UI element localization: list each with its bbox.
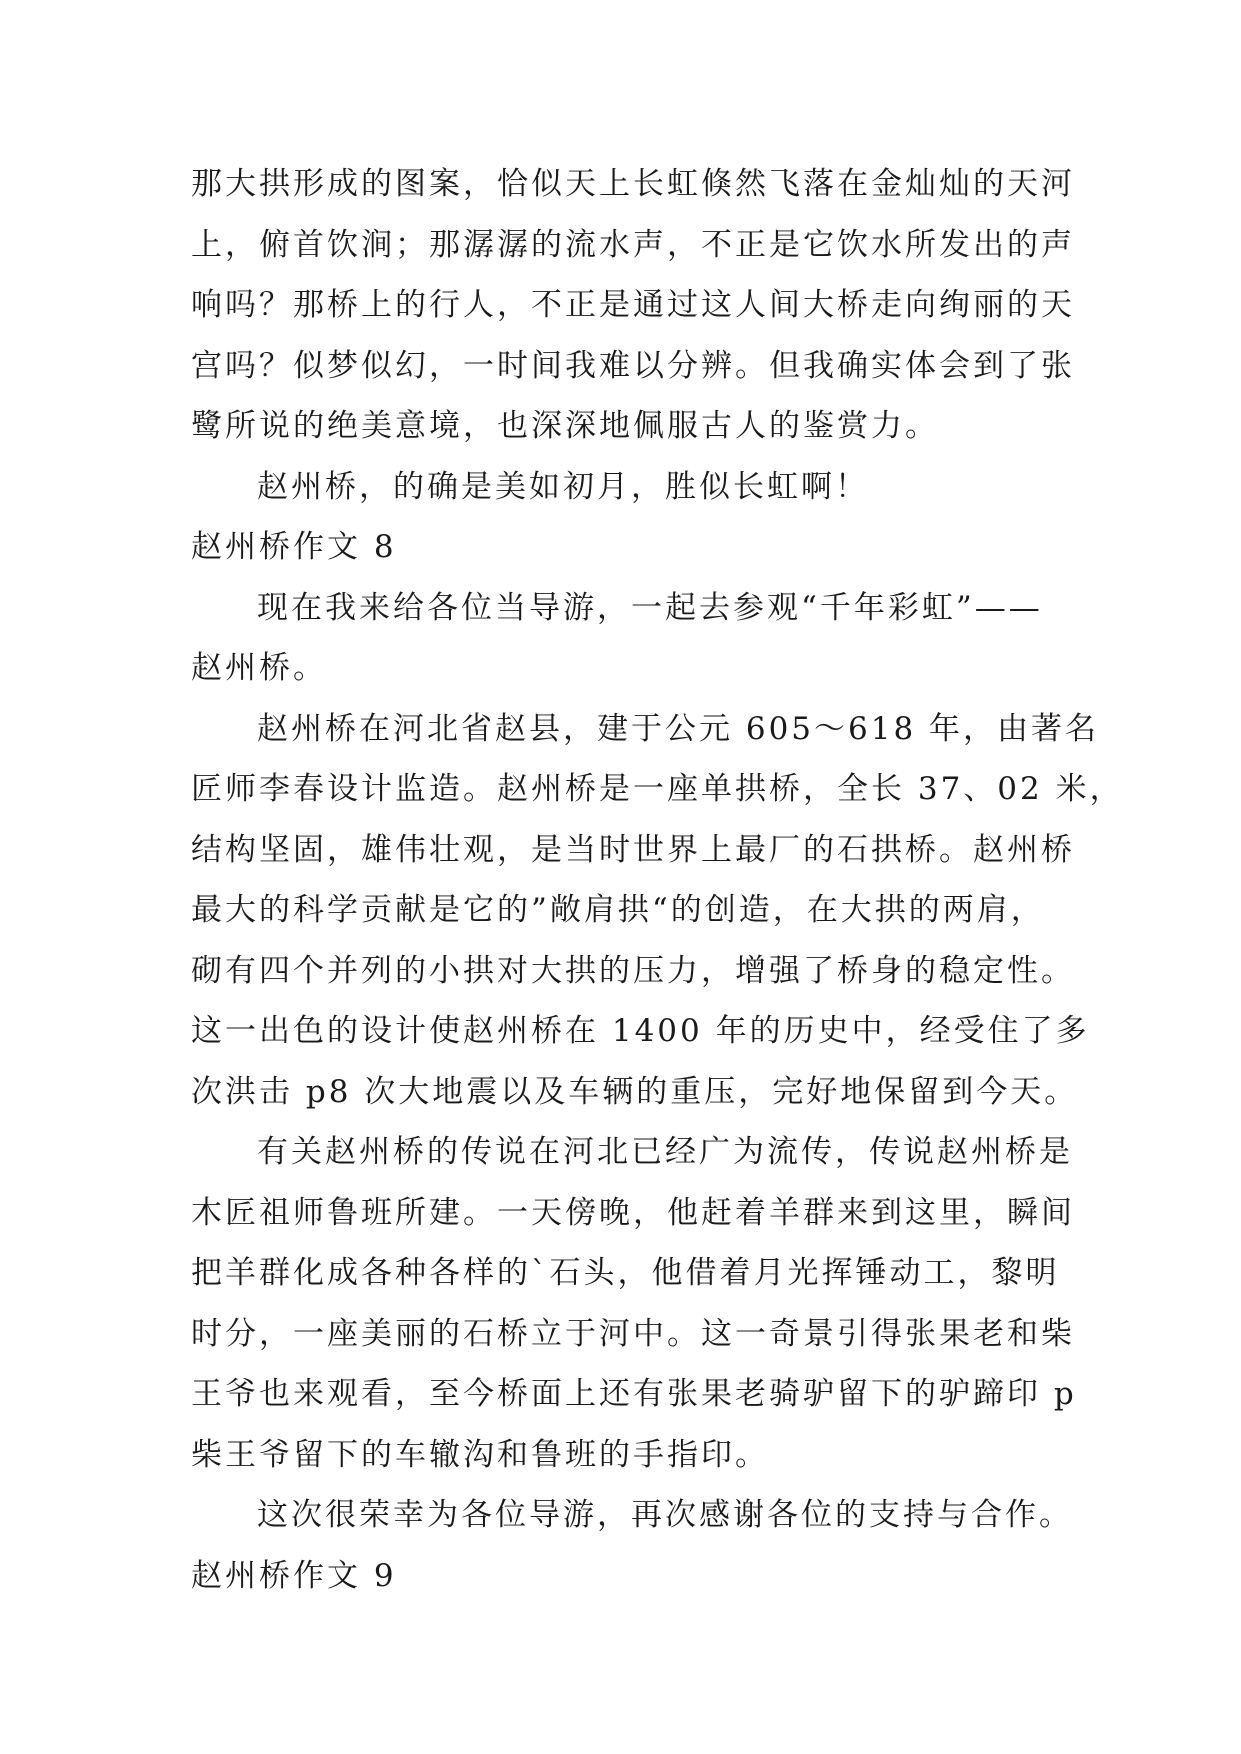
text-line: 匠师李春设计监造。赵州桥是一座单拱桥，全长 37、02 米， bbox=[191, 771, 1124, 807]
section-heading: 赵州桥作文 9 bbox=[191, 1557, 397, 1594]
text-line: 赵州桥在河北省赵县，建于公元 605～618 年，由著名 bbox=[257, 710, 1100, 747]
text-line: 时分，一座美丽的石桥立于河中。这一奇景引得张果老和柴 bbox=[191, 1315, 1075, 1352]
text-line: 宫吗？似梦似幻，一时间我难以分辨。但我确实体会到了张 bbox=[191, 347, 1075, 384]
text-line: 最大的科学贡献是它的”敞肩拱“的创造，在大拱的两肩， bbox=[191, 892, 1045, 928]
text-line: 赵州桥。 bbox=[191, 650, 327, 686]
text-line: 把羊群化成各种各样的`石头，他借着月光挥锤动工，黎明 bbox=[191, 1255, 1060, 1291]
text-line: 响吗？那桥上的行人，不正是通过这人间大桥走向绚丽的天 bbox=[191, 287, 1075, 323]
text-line: 木匠祖师鲁班所建。一天傍晚，他赶着羊群来到这里，瞬间 bbox=[191, 1194, 1075, 1231]
text-line: 次洪击 p8 次大地震以及车辆的重压，完好地保留到今天。 bbox=[191, 1073, 1079, 1110]
text-line: 王爷也来观看，至今桥面上还有张果老骑驴留下的驴蹄印 p bbox=[191, 1376, 1077, 1412]
text-line: 现在我来给各位当导游，一起去参观“千年彩虹”—— bbox=[257, 589, 1043, 626]
text-line: 砌有四个并列的小拱对大拱的压力，增强了桥身的稳定性。 bbox=[191, 952, 1075, 989]
text-line: 结构坚固，雄伟壮观，是当时世界上最厂的石拱桥。赵州桥 bbox=[191, 831, 1075, 868]
section-heading: 赵州桥作文 8 bbox=[191, 529, 397, 565]
text-line: 赵州桥，的确是美如初月，胜似长虹啊！ bbox=[257, 468, 869, 505]
text-line: 那大拱形成的图案，恰似天上长虹倏然飞落在金灿灿的天河 bbox=[191, 166, 1075, 202]
text-line: 这次很荣幸为各位导游，再次感谢各位的支持与合作。 bbox=[257, 1497, 1073, 1533]
text-line: 柴王爷留下的车辙沟和鲁班的手指印。 bbox=[191, 1436, 769, 1473]
text-line: 鹭所说的绝美意境，也深深地佩服古人的鉴赏力。 bbox=[191, 408, 939, 444]
text-line: 这一出色的设计使赵州桥在 1400 年的历史中，经受住了多 bbox=[191, 1013, 1090, 1049]
document-body bbox=[191, 154, 1124, 1606]
text-line: 上，俯首饮涧；那潺潺的流水声，不正是它饮水所发出的声 bbox=[191, 226, 1075, 263]
text-line: 有关赵州桥的传说在河北已经广为流传，传说赵州桥是 bbox=[257, 1134, 1073, 1170]
